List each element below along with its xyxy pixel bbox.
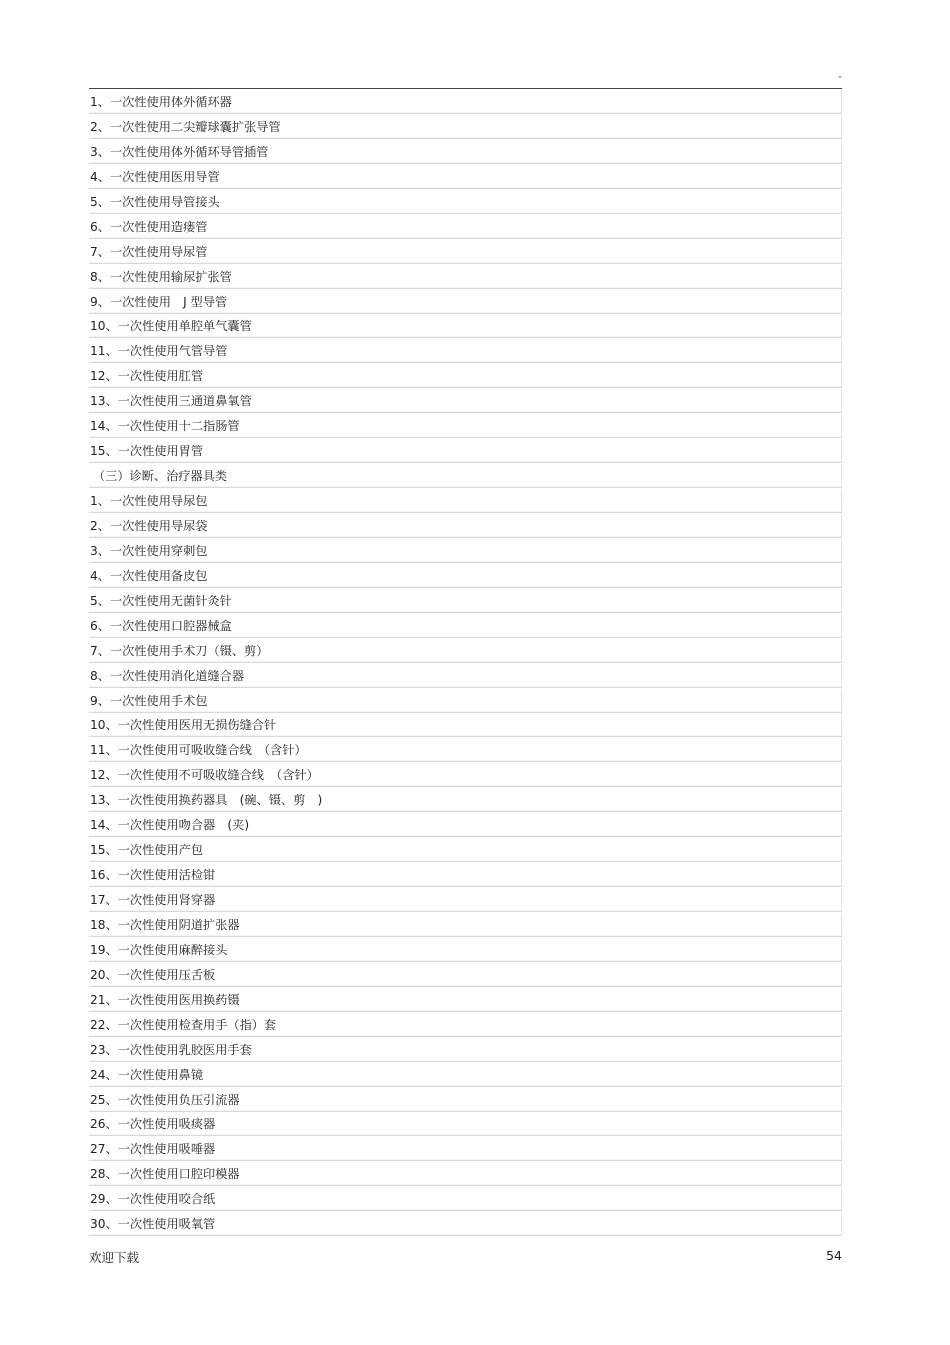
list-item: 3、一次性使用穿刺包 — [89, 539, 842, 563]
list-item: 10、一次性使用医用无损伤缝合针 — [89, 713, 842, 737]
list-item: 15、一次性使用胃管 — [89, 439, 842, 463]
list-item: 26、一次性使用吸痰器 — [89, 1112, 842, 1136]
list-item: 13、一次性使用三通道鼻氧管 — [89, 389, 842, 413]
list-item: 30、一次性使用吸氧管 — [89, 1212, 842, 1236]
list-item: 24、一次性使用鼻镜 — [89, 1063, 842, 1087]
list-item: 12、一次性使用不可吸收缝合线 （含针） — [89, 763, 842, 787]
list-item: 12、一次性使用肛管 — [89, 364, 842, 388]
list-item: 25、一次性使用负压引流器 — [89, 1088, 842, 1112]
list-item: 14、一次性使用十二指肠管 — [89, 414, 842, 438]
list-item: 6、一次性使用造瘘管 — [89, 215, 842, 239]
list-item: 1、一次性使用导尿包 — [89, 489, 842, 513]
footer-text: 欢迎下载 — [89, 1250, 140, 1265]
page-number: 54 — [826, 1248, 842, 1263]
list-item: 11、一次性使用可吸收缝合线 （含针） — [89, 738, 842, 762]
list-item: 7、一次性使用导尿管 — [89, 240, 842, 264]
list-item: 5、一次性使用无菌针灸针 — [89, 589, 842, 613]
list-item: 18、一次性使用阴道扩张器 — [89, 913, 842, 937]
list-item: 8、一次性使用输尿扩张管 — [89, 265, 842, 289]
list-item: 22、一次性使用检查用手（指）套 — [89, 1013, 842, 1037]
list-item: 13、一次性使用换药器具 (碗、镊、剪 ) — [89, 788, 842, 812]
list-item: 15、一次性使用产包 — [89, 838, 842, 862]
list-item: 23、一次性使用乳胶医用手套 — [89, 1038, 842, 1062]
list-item: 28、一次性使用口腔印模器 — [89, 1162, 842, 1186]
list-item: 19、一次性使用麻醉接头 — [89, 938, 842, 962]
list-item: 7、一次性使用手术刀（镊、剪） — [89, 639, 842, 663]
item-list — [89, 90, 842, 1237]
list-item: 4、一次性使用备皮包 — [89, 564, 842, 588]
header-rule — [89, 88, 842, 89]
list-item: 2、一次性使用导尿袋 — [89, 514, 842, 538]
list-item: 11、一次性使用气管导管 — [89, 339, 842, 363]
list-item: 9、一次性使用手术包 — [89, 689, 842, 713]
list-item: 17、一次性使用肾穿器 — [89, 888, 842, 912]
list-item: 4、一次性使用医用导管 — [89, 165, 842, 189]
list-item: 8、一次性使用消化道缝合器 — [89, 664, 842, 688]
list-item: 21、一次性使用医用换药镊 — [89, 988, 842, 1012]
list-item: 27、一次性使用吸唾器 — [89, 1137, 842, 1161]
list-item: 5、一次性使用导管接头 — [89, 190, 842, 214]
list-item: 16、一次性使用活检钳 — [89, 863, 842, 887]
list-item: 10、一次性使用单腔单气囊管 — [89, 314, 842, 338]
list-item: 6、一次性使用口腔器械盒 — [89, 614, 842, 638]
section-heading: （三）诊断、治疗器具类 — [89, 464, 842, 488]
list-item: 29、一次性使用咬合纸 — [89, 1187, 842, 1211]
list-item: 14、一次性使用吻合器 (夹) — [89, 813, 842, 837]
header-mark: - — [838, 70, 842, 83]
list-item: 20、一次性使用压舌板 — [89, 963, 842, 987]
list-item: 1、一次性使用体外循环器 — [89, 90, 842, 114]
list-item: 3、一次性使用体外循环导管插管 — [89, 140, 842, 164]
list-item: 2、一次性使用二尖瓣球囊扩张导管 — [89, 115, 842, 139]
list-item: 9、一次性使用 J 型导管 — [89, 290, 842, 314]
